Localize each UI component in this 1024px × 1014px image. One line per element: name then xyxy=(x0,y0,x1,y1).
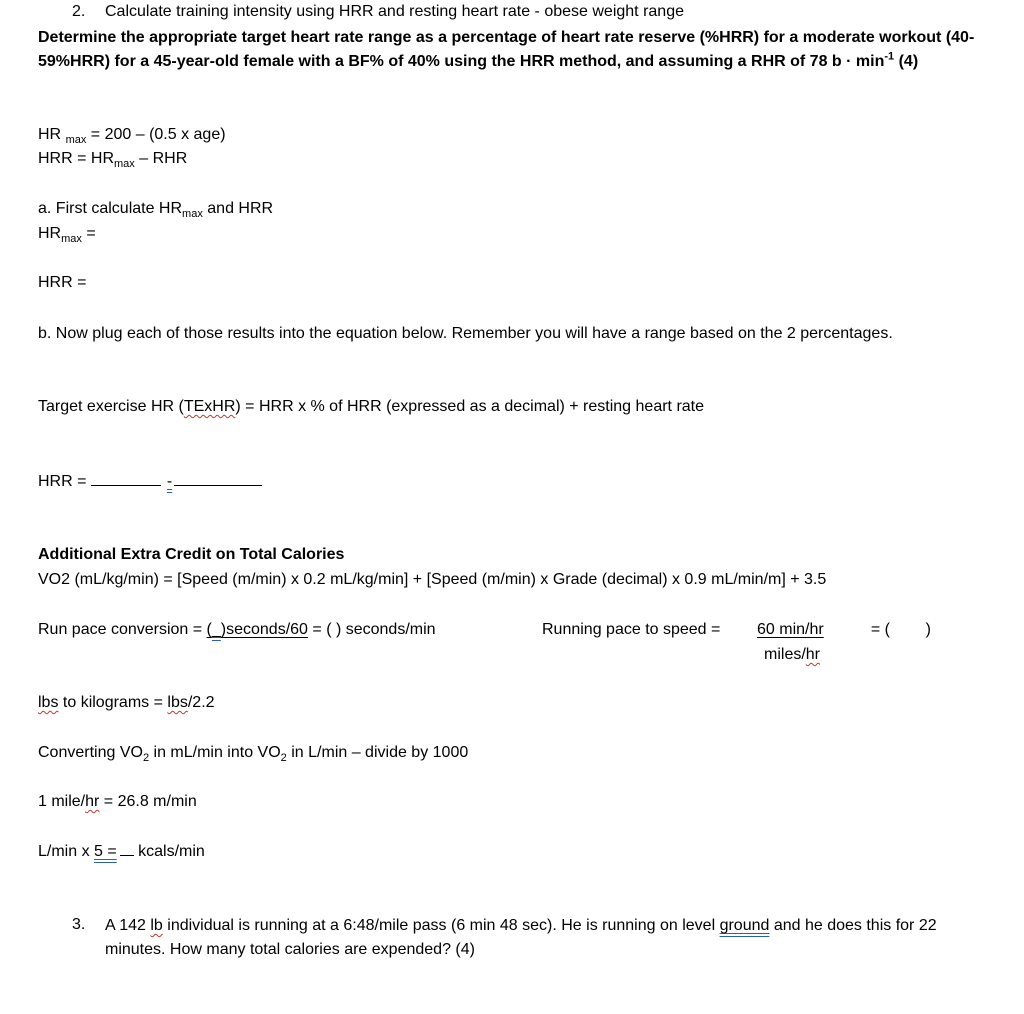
extra-credit-title: Additional Extra Credit on Total Calories xyxy=(38,546,345,563)
q3-text-ground: ground xyxy=(719,917,770,934)
hrr-range-blank-2[interactable] xyxy=(174,471,262,486)
run-pace-open: ( xyxy=(206,621,212,638)
hrmax-label-b: = xyxy=(81,225,96,242)
lmin-a: L/min x xyxy=(38,843,95,860)
convert-c: in L/min – divide by 1000 xyxy=(286,744,469,761)
q2-prompt-text: Determine the appropriate target heart rate range as a percentage of heart rate reserve (%HRR) for a moderate workout (40-59%HRR) for a 45-year-old female with a BF% of 40% using the HRR method, and assuming a RHR of 78 b · min xyxy=(38,29,975,70)
mile-c: = 26.8 m/min xyxy=(99,793,197,810)
pace-den-b: hr xyxy=(805,646,821,663)
part-a-b: and HRR xyxy=(202,200,274,217)
hrr-range-dash: - xyxy=(166,473,173,490)
texhr-abbr: TExHR xyxy=(183,398,236,415)
hrmax-label-sub: max xyxy=(61,233,82,246)
part-a-instruction xyxy=(38,198,273,220)
mile-b: hr xyxy=(85,793,100,810)
q2-title: Calculate training intensity using HRR and resting heart rate - obese weight range xyxy=(105,3,684,20)
pace-to-speed-denominator xyxy=(764,644,820,666)
hrr-answer-label: HRR = xyxy=(38,274,87,291)
formula-hrr-b: – RHR xyxy=(134,150,188,167)
lbs-to-kg xyxy=(38,692,215,714)
q3-number: 3. xyxy=(72,916,86,933)
q2-prompt xyxy=(38,26,988,74)
q3-text-b: individual is running at a 6:48/mile pass (6 min 48 sec). He is running on level xyxy=(162,917,720,934)
q3-text-c: and he does this for 22 minutes. How many total calories are expended? (4) xyxy=(105,917,937,958)
texhr-a: Target exercise HR ( xyxy=(38,398,184,415)
q2-prompt-sup: -1 xyxy=(884,50,895,63)
part-a-sub: max xyxy=(182,208,203,221)
convert-b: in mL/min into VO xyxy=(149,744,281,761)
kcal-blank[interactable] xyxy=(120,841,134,856)
lmin-c: kcals/min xyxy=(133,843,205,860)
hrr-range-label: HRR = xyxy=(38,473,87,490)
q2-number: 2. xyxy=(72,3,86,20)
pace-to-speed-numerator xyxy=(757,619,824,641)
lbs-b: to kilograms = xyxy=(58,694,168,711)
pace-den-a: miles/ xyxy=(764,646,806,663)
texhr-equation xyxy=(38,396,704,418)
mile-conversion xyxy=(38,791,197,813)
part-b-instruction: b. Now plug each of those results into the equation below. Remember you will have a range based on the 2 percentages. xyxy=(38,325,893,342)
hrr-range-blank-1[interactable] xyxy=(91,471,161,486)
lmin-to-kcal xyxy=(38,841,205,863)
convert-sub2: 2 xyxy=(280,752,287,765)
formula-hrr xyxy=(38,148,187,170)
lbs-d: /2.2 xyxy=(187,694,215,711)
lmin-b: 5 = xyxy=(94,843,117,860)
convert-a: Converting VO xyxy=(38,744,143,761)
q3-text xyxy=(105,914,995,962)
hrr-range-line xyxy=(38,471,262,493)
formula-hrr-a: HRR = HR xyxy=(38,150,115,167)
run-pace-label: Run pace conversion = xyxy=(38,621,207,638)
mile-a: 1 mile/ xyxy=(38,793,86,810)
formula-hrmax-b: = 200 – (0.5 x age) xyxy=(86,126,226,143)
lbs-a: lbs xyxy=(38,694,59,711)
q3-text-lb: lb xyxy=(150,917,163,934)
q3-text-a: A 142 xyxy=(105,917,151,934)
run-pace-conversion xyxy=(38,619,436,641)
lbs-c: lbs xyxy=(167,694,188,711)
formula-hrmax xyxy=(38,124,226,146)
vo2-formula: VO2 (mL/kg/min) = [Speed (m/min) x 0.2 mL/kg/min] + [Speed (m/min) x Grade (decimal) x 0.9 mL/min/m] + 3.5 xyxy=(38,571,827,588)
formula-hrmax-sub: max xyxy=(65,134,87,147)
pace-num-a: 60 min/ xyxy=(757,621,810,638)
formula-hrr-sub: max xyxy=(114,158,135,171)
pace-num-b: hr xyxy=(809,621,824,638)
run-pace-seconds: )seconds/60 xyxy=(220,621,308,638)
part-a-a: a. First calculate HR xyxy=(38,200,183,217)
q2-prompt-points: (4) xyxy=(894,53,919,70)
pace-to-speed-label: Running pace to speed = xyxy=(542,621,721,638)
hrmax-answer-label xyxy=(38,223,96,245)
pace-to-speed-result: = ( ) xyxy=(862,621,931,638)
run-pace-result: = ( ) seconds/min xyxy=(307,621,436,638)
texhr-b: ) = HRR x % of HRR (expressed as a decimal) + resting heart rate xyxy=(235,398,705,415)
hrmax-label-a: HR xyxy=(38,225,62,242)
formula-hrmax-a: HR xyxy=(38,126,62,143)
vo2-conversion xyxy=(38,742,468,764)
run-pace-blank[interactable]: _ xyxy=(211,621,221,638)
convert-sub1: 2 xyxy=(142,752,150,765)
